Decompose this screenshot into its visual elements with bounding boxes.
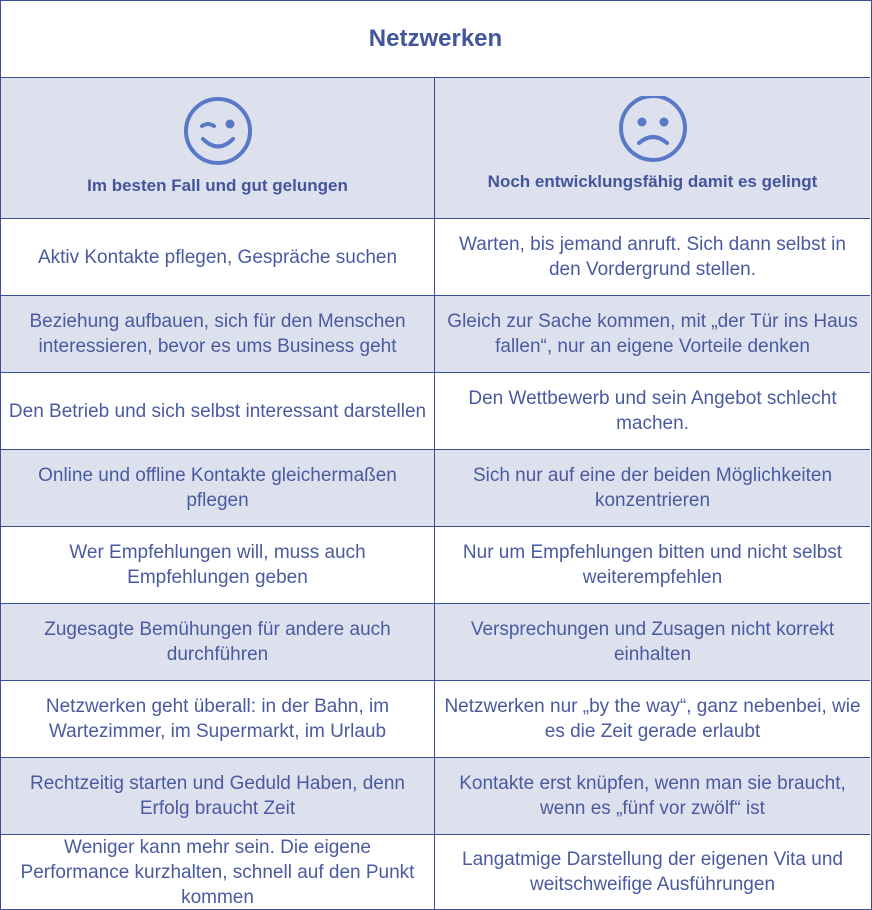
negative-cell: Warten, bis jemand anruft. Sich dann selbst in den Vordergrund stellen. — [459, 234, 846, 280]
table-row — [1, 219, 870, 296]
positive-cell: Rechtzeitig starten und Geduld Haben, denn Erfolg braucht Zeit — [1, 758, 435, 834]
negative-cell: Sich nur auf eine der beiden Möglichkeiten konzentrieren — [472, 465, 833, 511]
table-row — [1, 296, 870, 373]
winking-smiley-icon — [183, 96, 253, 166]
negative-cell: Den Wettbewerb und sein Angebot schlecht machen. — [468, 388, 837, 434]
table-row — [1, 681, 870, 758]
positive-cell: Wer Empfehlungen will, muss auch Empfehlungen geben — [1, 527, 435, 603]
table-row — [1, 527, 870, 604]
header-positive — [1, 78, 435, 219]
positive-cell: Zugesagte Bemühungen für andere auch durchführen — [1, 604, 435, 680]
negative-cell: Kontakte erst knüpfen, wenn man sie braucht, wenn es „fünf vor zwölf“ ist — [459, 773, 846, 819]
positive-cell: Den Betrieb und sich selbst interessant darstellen — [1, 373, 435, 449]
table-row — [1, 758, 870, 835]
negative-cell: Langatmige Darstellung der eigenen Vita und weitschweifige Ausführungen — [462, 849, 843, 895]
table-row — [1, 604, 870, 681]
positive-cell: Online und offline Kontakte gleichermaßen pflegen — [1, 450, 435, 526]
table-row — [1, 373, 870, 450]
positive-cell: Beziehung aufbauen, sich für den Menschen interessieren, bevor es ums Business geht — [1, 296, 435, 372]
table-row — [1, 450, 870, 527]
negative-cell: Netzwerken nur „by the way“, ganz nebenbei, wie es die Zeit gerade erlaubt — [444, 696, 861, 742]
table-row — [1, 835, 870, 909]
header-negative — [435, 78, 870, 219]
negative-cell: Nur um Empfehlungen bitten und nicht selbst weiterempfehlen — [462, 542, 843, 588]
positive-cell: Netzwerken geht überall: in der Bahn, im Wartezimmer, im Supermarkt, im Urlaub — [1, 681, 435, 757]
positive-cell: Weniger kann mehr sein. Die eigene Performance kurzhalten, schnell auf den Punkt kommen — [1, 835, 435, 909]
negative-cell: Gleich zur Sache kommen, mit „der Tür ins Haus fallen“, nur an eigene Vorteile denken — [447, 311, 858, 357]
header-positive-label: Im besten Fall und gut gelungen — [87, 176, 348, 195]
table-title: Netzwerken — [1, 1, 870, 78]
sad-face-icon — [618, 96, 688, 166]
header-negative-label: Noch entwicklungsfähig damit es gelingt — [487, 172, 818, 191]
negative-cell: Versprechungen und Zusagen nicht korrekt einhalten — [470, 619, 835, 665]
positive-cell: Aktiv Kontakte pflegen, Gespräche suchen — [1, 219, 435, 295]
